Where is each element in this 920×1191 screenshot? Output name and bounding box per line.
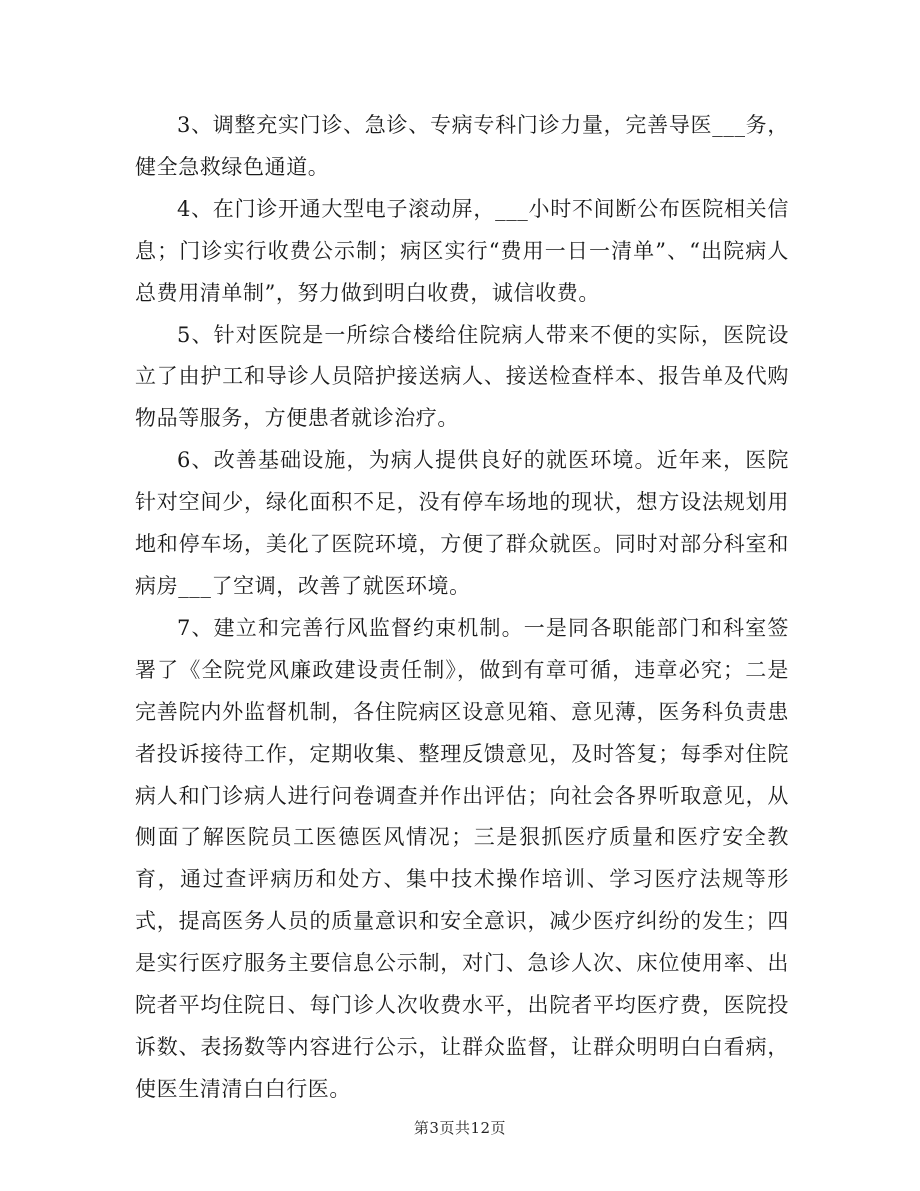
paragraph-5: 5、针对医院是一所综合楼给住院病人带来不便的实际，医院设立了由护工和导诊人员陪护接送病人、接送检查样本、报告单及代购物品等服务，方便患者就诊治疗。	[135, 322, 789, 431]
paragraph-4: 4、在门诊开通大型电子滚动屏，___小时不间断公布医院相关信息；门诊实行收费公示制；病区实行“费用一日一清单”、“出院病人总费用清单制”，努力做到明白收费，诚信收费。	[135, 196, 789, 305]
paragraph-7: 7、建立和完善行风监督约束机制。一是同各职能部门和科室签署了《全院党风廉政建设责任制》，做到有章可循，违章必究；二是完善院内外监督机制，各住院病区设意见箱、意见薄，医务科负责患者投诉接待工作，定期收集、整理反馈意见，及时答复；每季对住院病人和门诊病人进行问卷调查并作出评估；向社会各界听取意见，从侧面了解医院员工医德医风情况；三是狠抓医疗质量和医疗安全教育，通过查评病历和处方、集中技术操作培训、学习医疗法规等形式，提高医务人员的质量意识和安全意识，减少医疗纠纷的发生；四是实行医疗服务主要信息公示制，对门、急诊人次、床位使用率、出院者平均住院日、每门诊人次收费水平，出院者平均医疗费，医院投诉数、表扬数等内容进行公示，让群众监督，让群众明明白白看病，使医生清清白白行医。	[135, 615, 789, 1101]
document-body	[135, 105, 789, 1111]
page-number-footer: 第3页共12页	[413, 1119, 507, 1137]
paragraph-3: 3、调整充实门诊、急诊、专病专科门诊力量，完善导医___务，健全急救绿色通道。	[135, 113, 789, 179]
paragraph-6: 6、改善基础设施，为病人提供良好的就医环境。近年来，医院针对空间少，绿化面积不足，没有停车场地的现状，想方设法规划用地和停车场，美化了医院环境，方便了群众就医。同时对部分科室和病房___了空调，改善了就医环境。	[135, 448, 789, 598]
